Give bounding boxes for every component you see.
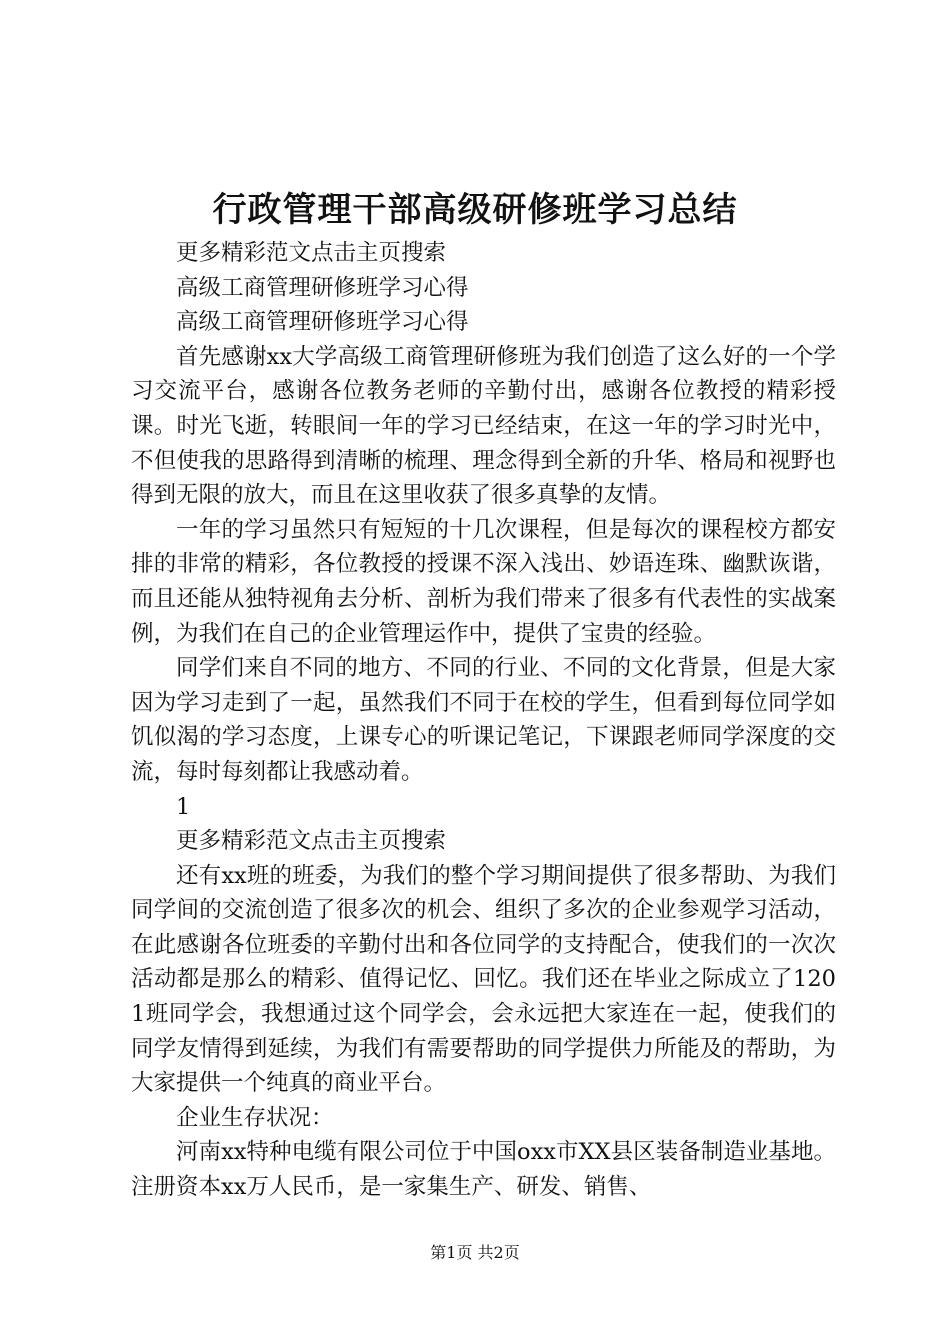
- body-paragraph: 一年的学习虽然只有短短的十几次课程，但是每次的课程校方都安排的非常的精彩，各位教授的授课不深入浅出、妙语连珠、幽默诙谐，而且还能从独特视角去分析、剖析为我们带来了很多有代表性的实战案例，为我们在自己的企业管理运作中，提供了宝贵的经验。: [131, 516, 836, 647]
- page-marker: 1: [176, 793, 191, 820]
- body-paragraph: 高级工商管理研修班学习心得: [176, 274, 469, 301]
- body-paragraph: 还有xx班的班委，为我们的整个学习期间提供了很多帮助、为我们同学间的交流创造了很多次的机会、组织了多次的企业参观学习活动，在此感谢各位班委的辛勤付出和各位同学的支持配合，使我们的一次次活动都是那么的精彩、值得记忆、回忆。我们还在毕业之际成立了1201班同学会，我想通过这个同学会，会永远把大家连在一起，使我们的同学友情得到延续，为我们有需要帮助的同学提供力所能及的帮助，为大家提供一个纯真的商业平台。: [131, 862, 836, 1097]
- body-paragraph: 更多精彩范文点击主页搜索: [176, 240, 447, 266]
- section-heading: 企业生存状况：: [176, 1104, 334, 1131]
- body-paragraph: 同学们来自不同的地方、不同的行业、不同的文化背景，但是大家因为学习走到了一起，虽然我们不同于在校的学生，但看到每位同学如饥似渴的学习态度，上课专心的听课记笔记，下课跟老师同学深度的交流，每时每刻都让我感动着。: [131, 655, 836, 785]
- body-paragraph: 更多精彩范文点击主页搜索: [176, 828, 447, 855]
- body-paragraph: 高级工商管理研修班学习心得: [176, 309, 469, 336]
- body-paragraph: 河南xx特种电缆有限公司位于中国oxx市XX县区装备制造业基地。注册资本xx万人民币，是一家集生产、研发、销售、: [131, 1139, 836, 1201]
- body-paragraph: 首先感谢xx大学高级工商管理研修班为我们创造了这么好的一个学习交流平台，感谢各位教务老师的辛勤付出，感谢各位教授的精彩授课。时光飞逝，转眼间一年的学习已经结束，在这一年的学习时光中，不但使我的思路得到清晰的梳理、理念得到全新的升华、格局和视野也得到无限的放大，而且在这里收获了很多真挚的友情。: [131, 343, 836, 509]
- document-body: [131, 236, 836, 1205]
- page-footer: 第1页 共2页: [430, 1243, 520, 1262]
- document-title: 行政管理干部高级研修班学习总结: [212, 190, 738, 230]
